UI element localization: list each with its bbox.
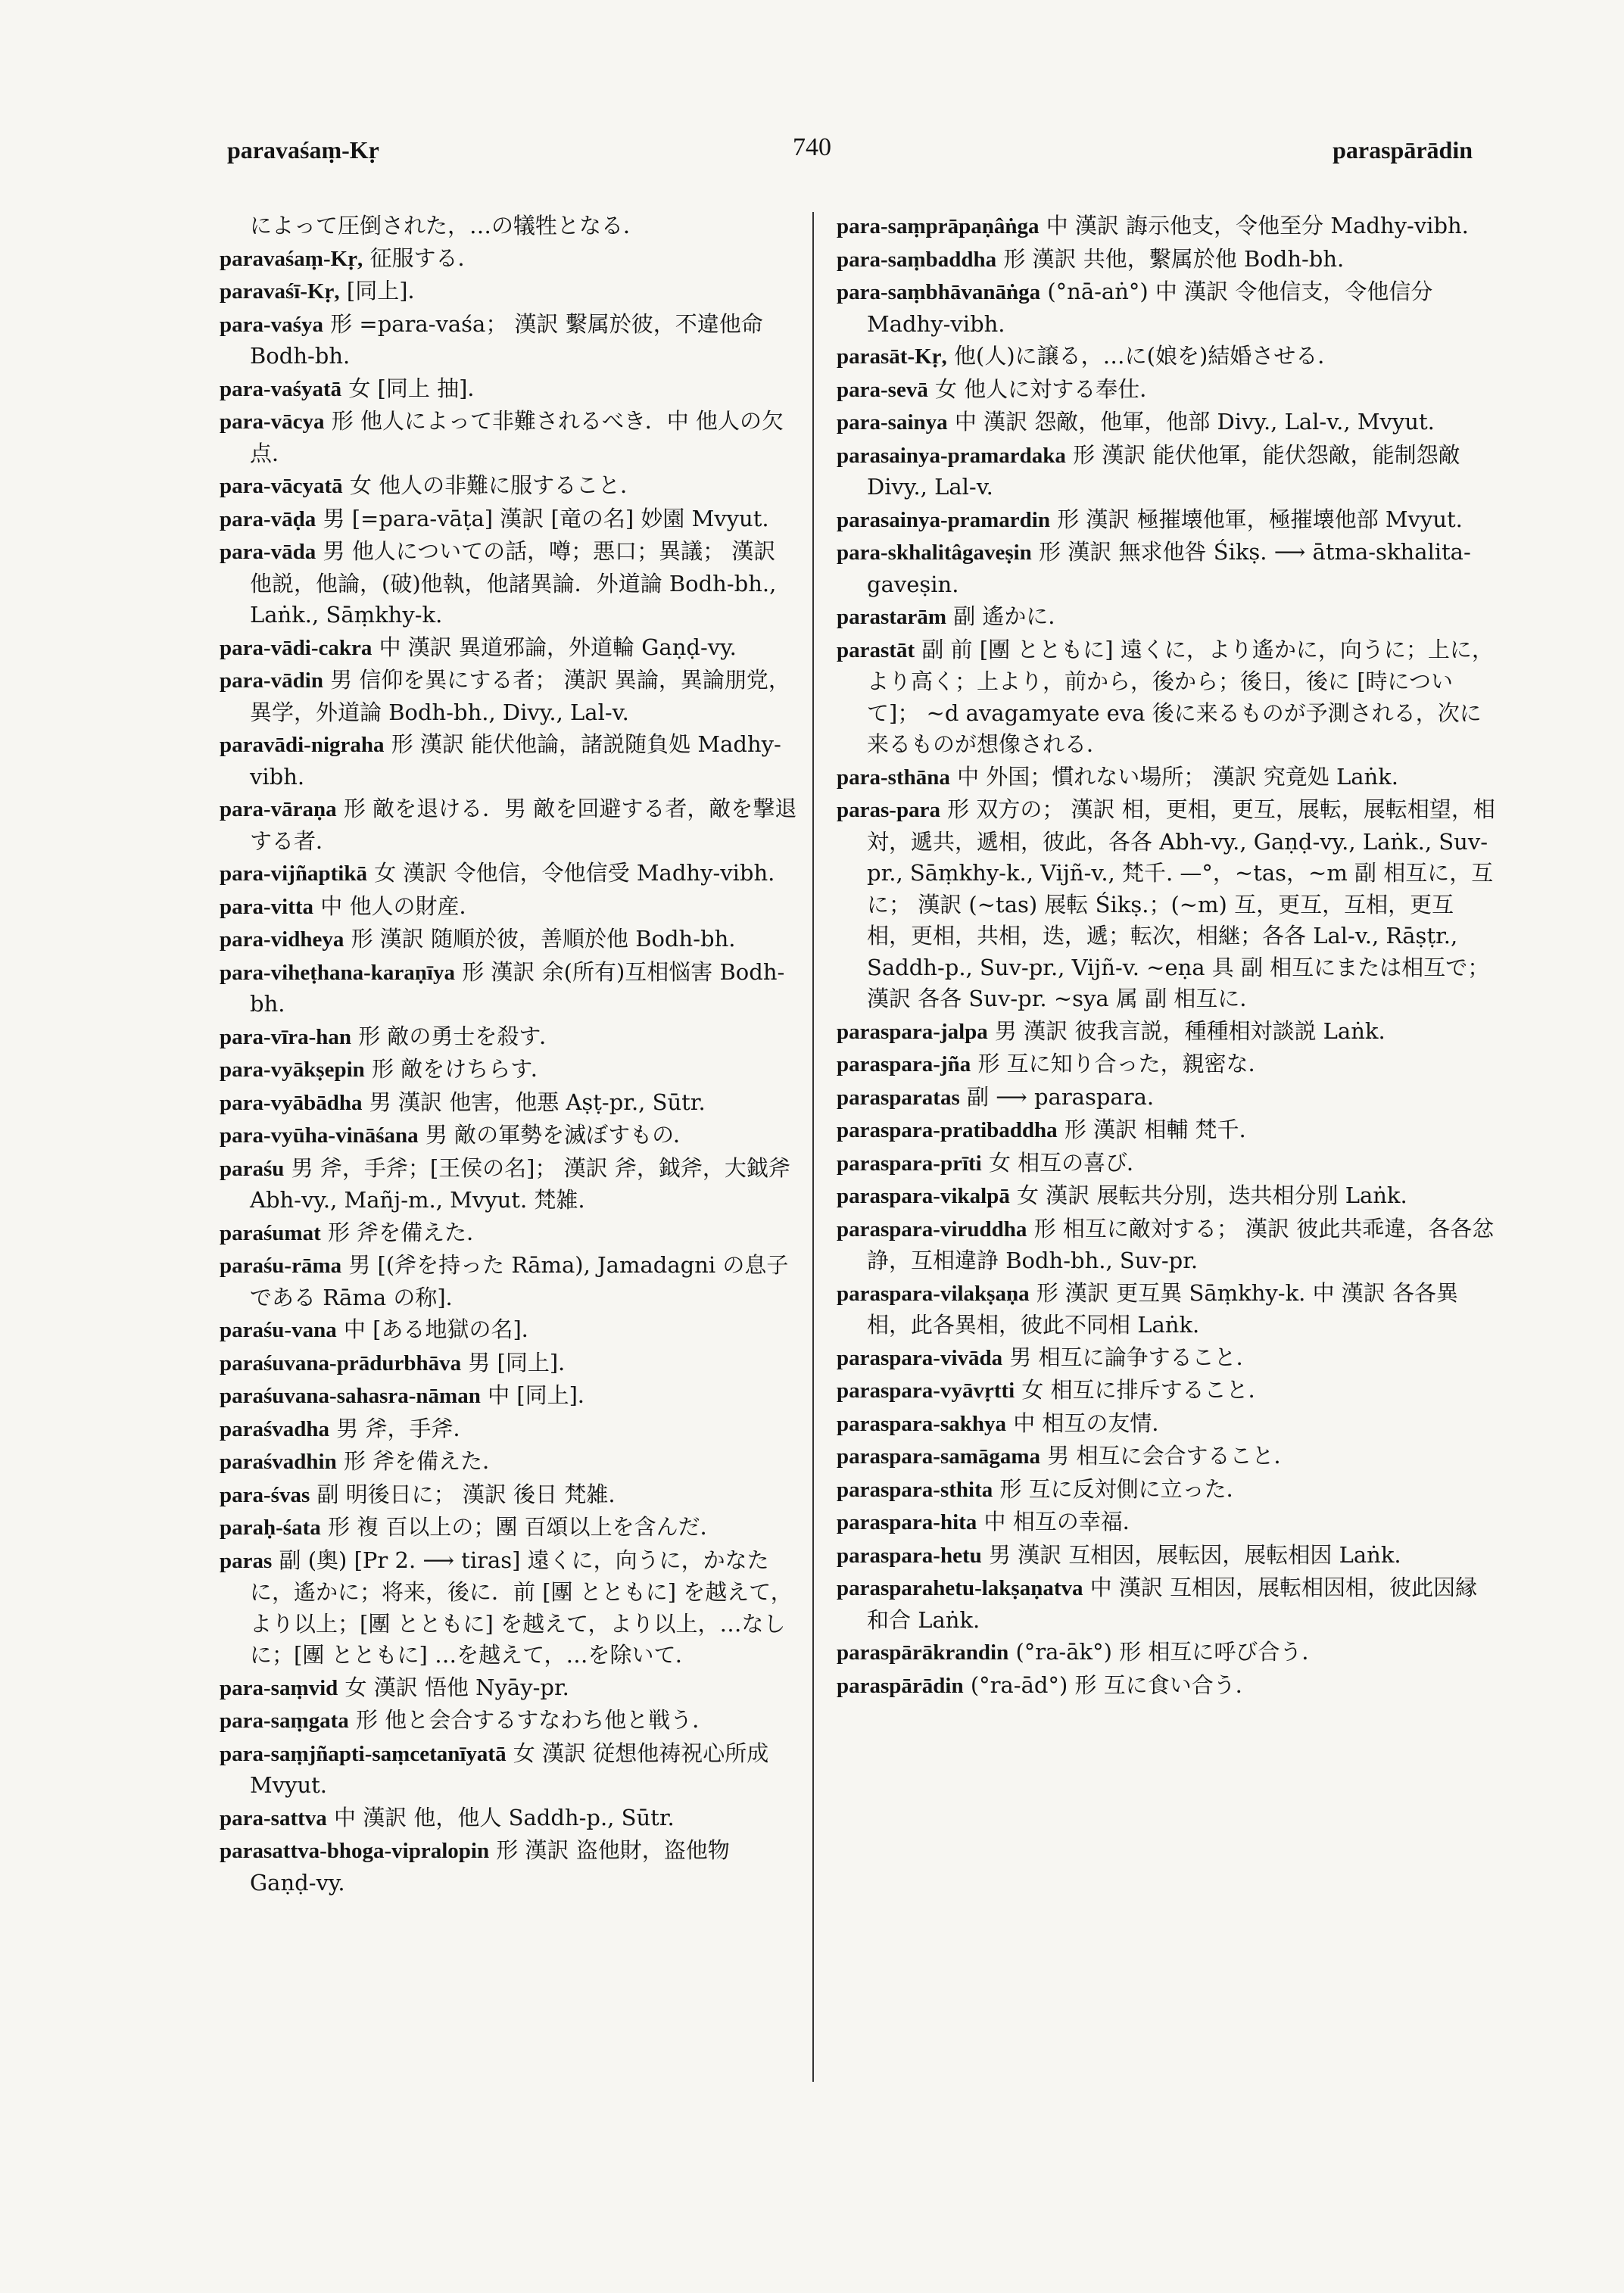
headword: paraspara-jalpa <box>837 1019 988 1044</box>
definition: 他(人)に譲る，…に(娘を)結婚させる． <box>954 343 1340 369</box>
definition: 女 漢訳 令他信，令他信受 Madhy-vibh. <box>374 860 775 886</box>
dictionary-entry <box>837 1114 1495 1147</box>
dictionary-entry <box>220 406 803 469</box>
headword: paraspara-sthita <box>837 1477 993 1502</box>
headword: paravaśī-Kṛ, <box>220 279 340 304</box>
dictionary-entry <box>220 1512 803 1544</box>
dictionary-entry <box>220 1217 803 1250</box>
dictionary-entry <box>837 1637 1495 1669</box>
definition: 形 双方の； 漢訳 相，更相，更互，展転，展転相望，相対，遞共，遞相，彼此，各各 Abh-vy., Gaṇḍ-vy., Laṅk., Suv-pr., Sāṃkhy-k., Vijñ-v., 梵千. —°，~tas，~m 副 相互に，互に； 漢訳 (~tas) 展転 Śikṣ.；(~m) 互，更互，互相，更互相，更相，共相，迭，遞；転次，相継；各各 Lal-v., Rāṣṭr., Saddh-p., Suv-pr., Vijñ-v. ~eṇa 具 副 相互にまたは相互で； 漢訳 各各 Suv-pr. ~sya 属 副 相互に． <box>867 796 1495 1011</box>
headword: parasāt-Kṛ, <box>837 344 947 369</box>
dictionary-entry <box>837 1375 1495 1407</box>
dictionary-entry <box>220 1153 803 1217</box>
definition: 男 [同上]． <box>468 1349 581 1375</box>
headword: paraspara-sakhya <box>837 1411 1006 1436</box>
headword: para-saṃbaddha <box>837 247 997 272</box>
headword: para-vācyatā <box>220 474 343 498</box>
definition: (°ra-ād°) 形 互に食い合う． <box>970 1671 1258 1698</box>
headword: para-saṃjñapti-saṃcetanīyatā <box>220 1741 507 1766</box>
definition: 男 漢訳 他害，他悪 Aṣṭ-pr., Sūtr. <box>369 1089 706 1115</box>
headword: para-saṃbhāvanāṅga <box>837 280 1041 304</box>
dictionary-entry <box>220 891 803 924</box>
dictionary-entry <box>220 1446 803 1478</box>
definition: 形 漢訳 極摧壊他軍，極摧壊他部 Mvyut. <box>1057 506 1463 532</box>
definition: 形 漢訳 共他，繫属於他 Bodh-bh. <box>1003 245 1345 272</box>
headword: paraśuvana-sahasra-nāman <box>220 1384 481 1408</box>
dictionary-entry <box>220 924 803 956</box>
definition: 男 漢訳 彼我言説，種種相対談説 Laṅk. <box>995 1017 1386 1044</box>
headword: parastāt <box>837 637 915 662</box>
headword: para-vāda <box>220 540 316 564</box>
definition: 中 漢訳 他，他人 Saddh-p., Sūtr. <box>333 1804 675 1830</box>
dictionary-entry <box>837 1540 1495 1572</box>
definition: 形 漢訳 余(所有)互相悩害 Bodh-bh. <box>250 958 785 1017</box>
headword: para-śvas <box>220 1482 310 1507</box>
dictionary-entry <box>220 1380 803 1413</box>
dictionary-entry <box>837 440 1495 503</box>
dictionary-entry <box>220 1087 803 1120</box>
headword: parasattva-bhoga-vipralopin <box>220 1839 490 1863</box>
definition: 男 斧，手斧；[王侯の名]； 漢訳 斧，鉞斧，大鉞斧 Abh-vy., Mañj-m., Mvyut. 梵雑. <box>250 1154 790 1213</box>
definition: 形 相互に敵対する； 漢訳 彼此共乖違，各各忿諍，互相違諍 Bodh-bh., Suv-pr. <box>867 1215 1495 1273</box>
dictionary-entry <box>220 1413 803 1446</box>
headword: para-vāraṇa <box>220 797 337 821</box>
definition: 形 漢訳 無求他咎 Śikṣ. ⟶ ātma-skhalita-gaveṣin. <box>867 539 1471 597</box>
headword: para-sthāna <box>837 765 950 790</box>
definition: 男 敵の軍勢を滅ぼすもの． <box>425 1122 695 1148</box>
headword: paraspara-pratibaddha <box>837 1118 1058 1142</box>
definition: 形 互に反対側に立った． <box>999 1475 1248 1502</box>
dictionary-entry <box>220 276 803 308</box>
definition: 男 他人についての話，噂；悪口；異議； 漢訳 他説，他論，(破)他執，他諸異論．外道論 Bodh-bh., Laṅk., Sāṃkhy-k. <box>250 538 777 628</box>
dictionary-entry <box>220 536 803 631</box>
definition: 中 漢訳 互相因，展転相因相，彼此因縁和合 Laṅk. <box>867 1575 1478 1633</box>
dictionary-entry <box>837 1441 1495 1473</box>
dictionary-entry <box>220 309 803 372</box>
headword: para-vaśya <box>220 312 323 337</box>
headword: paravādi-nigraha <box>220 733 385 757</box>
headword: paraśvadhin <box>220 1450 337 1474</box>
definition: 女 漢訳 従想他祷祝心所成 Mvyut. <box>250 1740 769 1798</box>
dictionary-entry <box>220 793 803 857</box>
headword: para-skhalitâgaveṣin <box>837 541 1032 565</box>
headword: parasparahetu-lakṣaṇatva <box>837 1576 1083 1600</box>
dictionary-entry <box>220 243 803 276</box>
headword: paravaśaṃ-Kṛ, <box>220 246 363 271</box>
running-head-left: paravaśaṃ-Kṛ <box>227 136 379 164</box>
dictionary-entry <box>220 1021 803 1054</box>
headword: para-sattva <box>220 1805 327 1830</box>
definition: 副 明後日に； 漢訳 後日 梵雑. <box>316 1481 616 1507</box>
dictionary-entry <box>837 1342 1495 1375</box>
definition: 副 遙かに． <box>953 603 1071 629</box>
headword: para-saṃprāpaṇâṅga <box>837 214 1040 238</box>
dictionary-entry <box>220 1705 803 1737</box>
dictionary-entry <box>220 1545 803 1671</box>
dictionary-entry <box>220 729 803 793</box>
headword: paraspara-jña <box>837 1052 971 1076</box>
definition: 中 漢訳 怨敵，他軍，他部 Divy., Lal-v., Mvyut. <box>954 409 1435 435</box>
dictionary-entry <box>837 276 1495 340</box>
definition: 男 信仰を異にする者； 漢訳 異論，異論朋党，異学，外道論 Bodh-bh., Divy., Lal-v. <box>250 667 790 725</box>
definition: 形 漢訳 相輔 梵千. <box>1064 1117 1246 1142</box>
headword: para-viheṭhana-karaṇīya <box>220 960 455 985</box>
dictionary-entry <box>220 1054 803 1086</box>
dictionary-entry <box>837 374 1495 407</box>
headword: paraspara-vilakṣaṇa <box>837 1281 1030 1306</box>
definition: 形 斧を備えた． <box>327 1219 489 1245</box>
page-number: 740 <box>793 133 831 161</box>
headword: paraspara-viruddha <box>837 1217 1027 1242</box>
headword: para-saṃvid <box>220 1675 338 1700</box>
dictionary-entry <box>837 1572 1495 1636</box>
definition: 女 漢訳 展転共分別，迭共相分別 Laṅk. <box>1017 1182 1407 1208</box>
definition: 男 [=para-vāṭa] 漢訳 [竜の名] 妙園 Mvyut. <box>323 505 769 531</box>
definition: 女 他人の非難に服すること． <box>349 472 643 498</box>
headword: para-vācya <box>220 410 325 434</box>
headword: para-vijñaptikā <box>220 861 367 886</box>
definition: 形 漢訳 盗他財，盗他物 Gaṇḍ-vy. <box>250 1837 730 1896</box>
definition: 征服する． <box>369 245 480 271</box>
headword: para-sainya <box>837 410 948 435</box>
dictionary-entry <box>837 537 1495 600</box>
definition: [同上]． <box>346 278 430 304</box>
dictionary-entry <box>220 1835 803 1899</box>
definition: 形 他と会合するすなわち他と戦う． <box>355 1707 715 1733</box>
definition: 形 敵を退ける．男 敵を回避する者，敵を撃退する者． <box>250 796 797 854</box>
dictionary-entry <box>220 373 803 406</box>
headword: parastarām <box>837 605 946 629</box>
dictionary-entry <box>220 1672 803 1705</box>
dictionary-entry <box>220 858 803 890</box>
headword: parasainya-pramardaka <box>837 443 1066 468</box>
headword: paraspara-samāgama <box>837 1444 1041 1469</box>
dictionary-entry <box>837 1048 1495 1081</box>
definition: 男 相互に会合すること． <box>1047 1443 1296 1469</box>
dictionary-entry <box>837 341 1495 373</box>
headword: paras-para <box>837 798 940 822</box>
dictionary-entry <box>837 1474 1495 1506</box>
definition: 形 互に知り合った，親密な． <box>977 1051 1270 1076</box>
definition: 中 相互の友情． <box>1013 1410 1174 1436</box>
definition: 形 斧を備えた． <box>343 1448 505 1474</box>
dictionary-entry <box>220 210 803 242</box>
right-column <box>837 210 1495 1703</box>
dictionary-entry <box>837 1213 1495 1277</box>
definition: 中 他人の財産． <box>320 893 482 919</box>
dictionary-entry <box>837 762 1495 794</box>
definition: 副 前 [團 とともに] 遠くに，より遙かに，向うに；上に，より高く；上より，前から，後から；後日，後に [時について]； ~d avagamyate eva 後に来るものが予測される，次に来るものが想像される． <box>867 636 1494 757</box>
headword: paraspara-vikalpā <box>837 1184 1010 1208</box>
dictionary-entry <box>837 1148 1495 1180</box>
definition: 男 [(斧を持った Rāma), Jamadagni の息子である Rāma の称]． <box>250 1252 789 1310</box>
dictionary-entry <box>837 1506 1495 1539</box>
headword: para-vyūha-vināśana <box>220 1123 419 1148</box>
headword: para-vaśyatā <box>220 376 342 401</box>
dictionary-entry <box>220 1120 803 1152</box>
headword: para-vyākṣepin <box>220 1058 365 1082</box>
running-head-right: paraspārādin <box>1333 136 1473 164</box>
dictionary-entry <box>220 1250 803 1313</box>
definition: 形 他人によって非難されるべき．中 他人の欠点． <box>250 408 784 466</box>
headword: para-vādi-cakra <box>220 635 372 660</box>
headword: para-vitta <box>220 894 314 919</box>
definition: 形 漢訳 能伏他軍，能伏怨敵，能制怨敵 Divy., Lal-v. <box>867 441 1460 500</box>
definition: 中 外国；慣れない場所； 漢訳 究竟処 Laṅk. <box>957 763 1398 790</box>
definition: 中 [同上]． <box>488 1382 600 1408</box>
headword: paraspara-vyāvṛtti <box>837 1379 1015 1403</box>
dictionary-entry <box>220 957 803 1020</box>
definition: 形 敵の勇士を殺す． <box>358 1023 562 1049</box>
definition: 女 他人に対する奉仕． <box>935 375 1162 402</box>
headword: paraspārādin <box>837 1673 964 1698</box>
headword: paraspara-prīti <box>837 1151 982 1176</box>
dictionary-entry <box>837 1180 1495 1213</box>
headword: para-sevā <box>837 377 928 402</box>
headword: paraśu <box>220 1156 285 1181</box>
dictionary-entry <box>837 794 1495 1015</box>
headword: paraspara-hita <box>837 1510 977 1534</box>
definition: 中 漢訳 誨示他支，令他至分 Madhy-vibh. <box>1046 213 1469 238</box>
definition: 女 [同上 抽]． <box>348 375 490 401</box>
dictionary-entry <box>837 1016 1495 1048</box>
dictionary-entry <box>220 1479 803 1512</box>
definition: 副 ⟶ paraspara. <box>966 1083 1155 1110</box>
headword: paraspara-hetu <box>837 1543 982 1568</box>
dictionary-entry <box>220 632 803 665</box>
definition: 副 (奥) [Pr 2. ⟶ tiras] 遠くに，向うに，かなたに，遙かに；将来，後に．前 [團 とともに] を越えて，より以上；[團 とともに] を越えて，より以上，…なしに；[團 とともに] …を越えて，…を除いて． <box>250 1547 793 1668</box>
headword: parasainya-pramardin <box>837 507 1050 532</box>
definition: 形 複 百以上の；團 百頌以上を含んだ． <box>327 1514 722 1540</box>
dictionary-entry <box>220 1802 803 1835</box>
dictionary-entry <box>837 504 1495 537</box>
dictionary-entry <box>220 1347 803 1380</box>
definition: 形 漢訳 随順於彼，善順於他 Bodh-bh. <box>351 926 736 952</box>
definition: 形 敵をけちらす． <box>371 1056 553 1082</box>
definition: 女 相互に排斥すること． <box>1021 1377 1270 1403</box>
left-column <box>220 210 803 1899</box>
headword: paraḥ-śata <box>220 1516 321 1540</box>
definition: 男 漢訳 互相因，展転因，展転相因 Laṅk. <box>988 1541 1401 1568</box>
dictionary-entry <box>220 470 803 503</box>
column-divider <box>812 212 814 2082</box>
dictionary-entry <box>837 244 1495 276</box>
definition: (°ra-āk°) 形 相互に呼び合う． <box>1015 1639 1324 1665</box>
headword: paraśu-vana <box>220 1318 337 1342</box>
dictionary-entry <box>837 210 1495 243</box>
headword: para-vidheya <box>220 927 344 952</box>
headword: paraspara-vivāda <box>837 1345 1003 1370</box>
dictionary-entry <box>837 601 1495 634</box>
dictionary-entry <box>837 1408 1495 1441</box>
headword: para-vāḍa <box>220 506 316 531</box>
dictionary-entry <box>220 1738 803 1802</box>
headword: para-vyābādha <box>220 1090 363 1115</box>
definition: によって圧倒された，…の犠牲となる． <box>250 213 646 238</box>
dictionary-entry <box>220 1314 803 1347</box>
definition: 中 相互の幸福． <box>983 1509 1145 1534</box>
definition: 女 相互の喜び． <box>988 1149 1149 1176</box>
dictionary-entry <box>220 503 803 536</box>
definition: 形 漢訳 能伏他論，諸説随負処 Madhy-vibh. <box>250 731 781 790</box>
headword: paraśuvana-prādurbhāva <box>220 1351 462 1375</box>
definition: 形 =para-vaśa； 漢訳 繫属於彼，不違他命 Bodh-bh. <box>250 310 763 369</box>
headword: para-vādin <box>220 668 323 693</box>
definition: 男 相互に論争すること． <box>1009 1344 1258 1370</box>
dictionary-entry <box>837 1278 1495 1341</box>
definition: 中 漢訳 異道邪論，外道輪 Gaṇḍ-vy. <box>379 634 737 660</box>
headword: paras <box>220 1548 273 1573</box>
headword: paraśu-rāma <box>220 1254 342 1278</box>
definition: 形 漢訳 更互異 Sāṃkhy-k. 中 漢訳 各各異相，此各異相，彼此不同相 Laṅk. <box>867 1279 1459 1338</box>
dictionary-entry <box>837 407 1495 439</box>
dictionary-entry <box>220 665 803 728</box>
definition: (°nā-aṅ°) 中 漢訳 令他信支，令他信分 Madhy-vibh. <box>867 279 1433 337</box>
headword: para-saṃgata <box>220 1709 349 1733</box>
headword: parasparatas <box>837 1085 960 1110</box>
definition: 中 [ある地獄の名]． <box>343 1316 544 1342</box>
definition: 男 斧，手斧． <box>336 1415 475 1441</box>
dictionary-entry <box>837 634 1495 761</box>
definition: 女 漢訳 悟他 Nyāy-pr. <box>344 1674 569 1700</box>
dictionary-entry <box>837 1670 1495 1703</box>
headword: paraśumat <box>220 1220 321 1245</box>
dictionary-entry <box>837 1082 1495 1114</box>
headword: paraśvadha <box>220 1416 330 1441</box>
headword: paraspārākrandin <box>837 1640 1009 1665</box>
headword: para-vīra-han <box>220 1024 351 1049</box>
